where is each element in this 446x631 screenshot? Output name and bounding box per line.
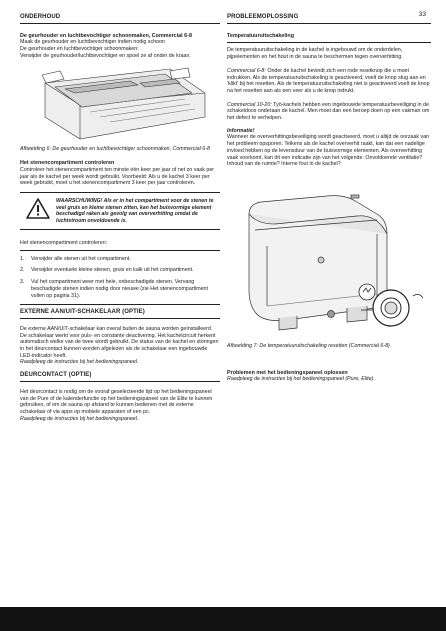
divider (227, 42, 431, 43)
left-column (20, 14, 220, 422)
paragraph-commercial-10-20 (227, 102, 431, 122)
list-item (20, 256, 220, 263)
step-number: 2. (20, 267, 25, 274)
list-item (20, 267, 220, 274)
model-text: Työ-kachels hebben een ingebouwde temperatuurbeveiliging in de schakeldoos onderaan de kachel. Men moet dan een beroep doen op een vakman om het defect te verhelpen. (227, 101, 430, 122)
model-label: Commercial 10-20: (227, 101, 272, 108)
section-heading-probleemoplossing: PROBLEEMOPLOSSING (227, 14, 431, 24)
heater-reset-illustration (227, 190, 431, 342)
paragraph-externe-schakelaar: De externe AAN/UIT-schakelaar kan overal buiten de sauna worden geïnstalleerd. De schakelaar werkt voor puls- en constante deactivering. Het kachelcircuit herkent automatisch welke van de twee wordt gebruikt. De status van de kachel en storingen in het deurcontact kunnen worden afgelezen als de schakelaar een ingebouwde LED-indicator heeft. (20, 325, 219, 359)
paragraph-bedieningspaneel: Raadpleeg de instructies bij het bedieningspaneel (Pure, Elite). (227, 376, 375, 383)
warning-text: WAARSCHUWING! Als er in het compartiment voor de stenen te veel gruis en kleine stenen zitten, kan het buisvormige element beschadigd raken als gevolg van oververhitting omdat de luchtstroom onvoldoende is. (56, 198, 214, 224)
figure7-caption: Afbeelding 7: De temperatuuruitschakeling resetten (Commercial 6-8) (227, 342, 390, 349)
step-text: Verwijder eventuele kleine stenen, gruis en kalk uit het compartiment. (31, 267, 194, 274)
subheading-temperatuuruitschakeling: Temperatuuruitschakeling (227, 32, 294, 39)
section-heading-onderhoud: ONDERHOUD (20, 14, 220, 24)
step-text: Verwijder alle stenen uit het compartiment. (31, 255, 131, 262)
paragraph-externe-schakelaar-note: Raadpleeg de instructies bij het bedieningspaneel. (20, 359, 139, 366)
divider (20, 250, 220, 251)
steps-intro: Het stenencompartiment controleren: (20, 240, 108, 247)
figure6-caption: Afbeelding 6: De geurhouder en luchtbevochtiger schoonmaken, Commercial 6-8 (20, 145, 210, 152)
paragraph-temperatuuruitschakeling: De temperatuuruitschakeling in de kachel is ingebouwd om de onderdelen, pijpelementen en het hout in de sauna te beschermen tegen oververhitting. (227, 47, 403, 61)
info-label: Informatie! (227, 127, 255, 134)
section-heading-externe-schakelaar: EXTERNE AAN/UIT-SCHAKELAAR (OPTIE) (20, 309, 220, 319)
model-label: Commercial 6-8: (227, 67, 266, 74)
warning-triangle-icon (26, 198, 50, 219)
list-item (20, 279, 220, 299)
figure-temperatuuruitschakeling (227, 190, 431, 342)
paragraph-geurhouder: Maak de geurhouder en luchtbevochtiger indien nodig schoon De geurhouder en luchtbevochtiger schoonmaken: Verwijder de geurhouder/luchtbevochtiger en spoel ze af onder de kraan. (20, 39, 191, 59)
figure-geurhouder (20, 65, 220, 145)
right-column (227, 14, 431, 383)
paragraph-commercial-6-8 (227, 68, 431, 95)
page-footer-bar (0, 607, 446, 631)
subheading-bedieningspaneel: Problemen met het bedieningspaneel oplossen (227, 369, 348, 376)
step-number: 3. (20, 279, 25, 286)
steps-list (20, 256, 220, 300)
step-text: Vul het compartiment weer met hele, onbeschadigde stenen. Vervang beschadigde stenen indien nodig door nieuwe (zie Het stenencompartiment vullen op pagina 31). (31, 279, 208, 299)
subheading-stenencompartiment: Het stenencompartiment controleren (20, 160, 115, 167)
paragraph-stenencompartiment: Controleer het stenencompartiment ten minste één keer per jaar of net zo vaak per jaar als de kachel per week wordt gebruikt. Voorbeeld: Als u de kachel 3 keer per week gebruikt, moet u het stenencompartiment 3 keer per jaar controleren. (20, 166, 215, 187)
subheading-geurhouder: De geurhouder en luchtbevochtiger schoonmaken, Commercial 6-8 (20, 32, 192, 39)
info-text: Wanneer de oververhittingsbeveiliging wordt geactiveerd, moet u altijd de oorzaak van het probleem opsporen. Telkens als de kachel oververhit raakt, kan dat een nadelige invloed hebben op de levensduur van de buisvormige elementen. Als oververhitting vaak voorkomt, kan dit een indicatie zijn van het volgende: Onvoldoende ventilatie? Inhoud van de ruimte? Interne fout in de kachel? (227, 134, 430, 168)
step-number: 1. (20, 255, 25, 262)
page-number: 33 (418, 11, 426, 18)
paragraph-deurcontact-note: Raadpleeg de instructies bij het bedieningspaneel. (20, 415, 139, 422)
paragraph-deurcontact: Het deurcontact is nodig om de vooraf geselecteerde tijd op het bedieningspaneel van de Pure of de kalenderfunctie op het bedieningspaneel van de Elite te kunnen gebruiken, of om de sauna op afstand te kunnen bedienen met de externe schakelaar of via apps op mobiele apparaten of een pc. (20, 388, 213, 415)
model-text: Onder de kachel bevindt zich een rode resetknop die u moet indrukken. Als de temperatuuruitschakeling is geactiveerd, voelt de knop stug aan en 'klikt' bij het resetten. Als de temperatuuruitschakeling niet is geactiveerd voelt de knop na het resetten aan als een veer als u de knop indrukt. (227, 67, 430, 94)
heater-top-illustration (20, 65, 220, 145)
divider (20, 304, 220, 305)
warning-box (20, 192, 220, 230)
section-heading-deurcontact: DEURCONTACT (OPTIE) (20, 372, 220, 382)
